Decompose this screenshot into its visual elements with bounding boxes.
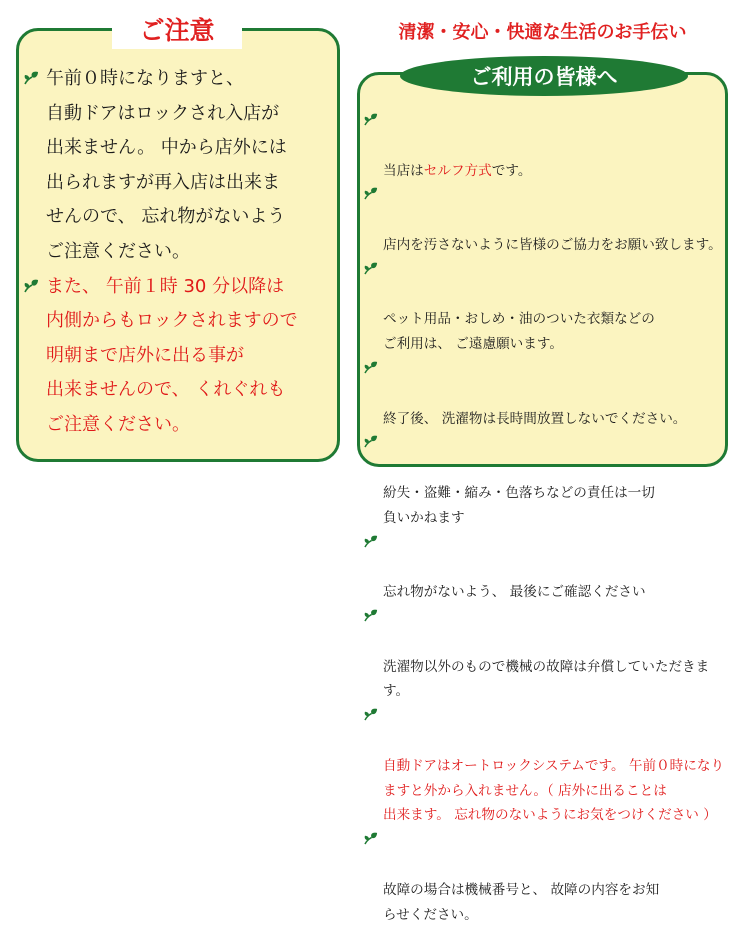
sprout-leaf-icon bbox=[24, 279, 40, 293]
item-text: 店内を汚さないように皆様のご協力をお願い致します。 bbox=[383, 236, 722, 253]
right-list-item bbox=[364, 183, 726, 257]
sprout-leaf-icon bbox=[364, 113, 379, 126]
right-list-item bbox=[364, 109, 726, 183]
right-list-item bbox=[364, 357, 726, 431]
right-list-item bbox=[364, 431, 726, 530]
sprout-leaf-icon bbox=[364, 262, 379, 275]
left-list-item-warning bbox=[24, 270, 336, 443]
sprout-leaf-icon bbox=[364, 609, 379, 622]
item-text: 故障の場合は機械番号と、 故障の内容をお知 らせください。 bbox=[383, 881, 660, 923]
item-text-pre: 当店は bbox=[383, 162, 424, 179]
right-list-item bbox=[364, 605, 726, 704]
sprout-leaf-icon bbox=[364, 832, 379, 845]
item-text: 自動ドアはオートロックシステムです。 午前０時になり ますと外から入れません。（ 店外に出ることは 出来ます。 忘れ物のないようにお気をつけください ） bbox=[383, 757, 725, 824]
right-list-item bbox=[364, 258, 726, 357]
item-text: 紛失・盗難・縮み・色落ちなどの責任は一切 負いかねます bbox=[383, 484, 655, 526]
sprout-leaf-icon bbox=[364, 535, 379, 548]
left-item-text: 午前０時になりますと、 自動ドアはロックされ入店が 出来ません。 中から店外には 出られますが再入店は出来ま せんので、 忘れ物がないよう ご注意ください。 bbox=[46, 68, 287, 262]
sprout-leaf-icon bbox=[364, 435, 379, 448]
right-list-item-warning bbox=[364, 704, 726, 828]
self-service-highlight: セルフ方式 bbox=[423, 162, 492, 179]
item-text-post: です。 bbox=[491, 162, 532, 179]
right-list-item bbox=[364, 531, 726, 605]
sprout-leaf-icon bbox=[364, 187, 379, 200]
item-text: 洗濯物以外のもので機械の故障は弁償していただきます。 bbox=[383, 658, 710, 700]
sprout-leaf-icon bbox=[24, 71, 40, 85]
sprout-leaf-icon bbox=[364, 708, 379, 721]
item-text: 終了後、 洗濯物は長時間放置しないでください。 bbox=[383, 410, 687, 427]
right-rules-list bbox=[364, 109, 726, 927]
item-text: ペット用品・おしめ・油のついた衣類などの ご利用は、 ご遠慮願います。 bbox=[383, 311, 655, 353]
left-item-text: また、 午前１時 30 分以降は 内側からもロックされますので 明朝まで店外に出る事が 出来ませんので、 くれぐれも ご注意ください。 bbox=[46, 275, 298, 435]
sprout-leaf-icon bbox=[364, 361, 379, 374]
item-text: 忘れ物がないよう、 最後にご確認ください bbox=[383, 584, 646, 601]
left-list-item bbox=[24, 62, 336, 270]
left-panel-title: ご注意 bbox=[112, 13, 242, 49]
right-tagline: 清潔・安心・快適な生活のお手伝い bbox=[398, 22, 687, 43]
right-banner-title: ご利用の皆様へ bbox=[400, 56, 688, 96]
left-notice-list bbox=[24, 62, 336, 443]
right-list-item bbox=[364, 828, 726, 927]
